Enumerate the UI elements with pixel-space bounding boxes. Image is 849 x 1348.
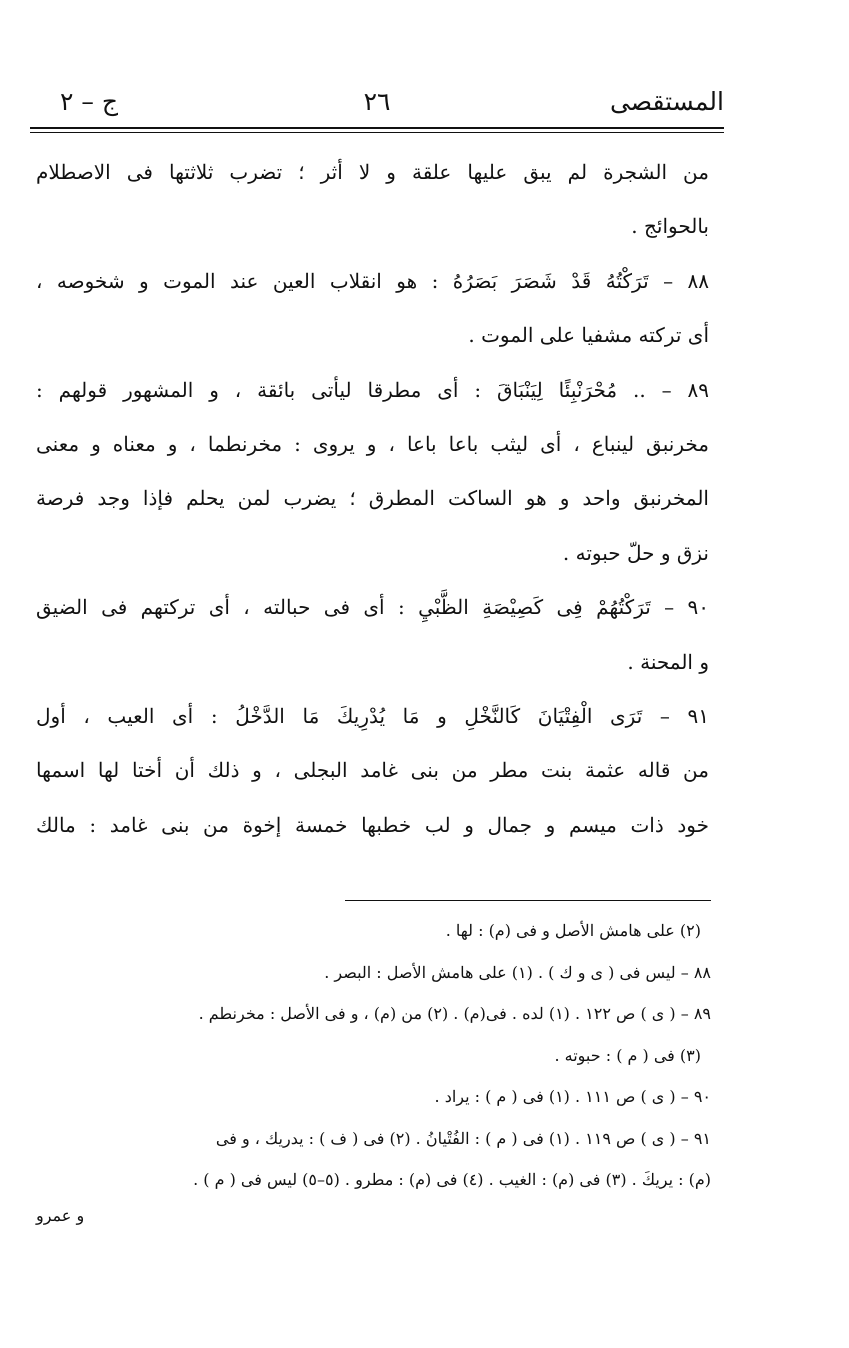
text-line: من الشجرة لم يبق عليها علقة و لا أثر ؛ تضرب ثلاثتها فى الاصطلام [36,160,709,184]
text-line: خود ذات ميسم و جمال و لب خطبها خمسة إخوة من بنى غامد : مالك [36,812,709,837]
text-line: بالحوائج . [631,214,709,239]
proverb-entry-88: ٨٨ – تَرَكْتُهُ قَدْ شَصَرَ بَصَرُهُ : هو انقلاب العين عند الموت و شخوصه ، [36,268,709,293]
text-line: من قاله عثمة بنت مطر من بنى غامد البجلى ، و ذلك أن أختا لها اسمها [36,758,709,783]
footnote-line: (٣) فى ( م ) : حبوته . [554,1045,701,1065]
volume-indicator: ج – ٢ [60,87,118,116]
header-rule-thin [30,132,724,133]
catchword: و عمرو [36,1205,85,1225]
text-line: المخرنبق واحد و هو الساكت المطرق ؛ يضرب لمن يحلم فإذا وجد فرصة [36,486,709,511]
main-text [36,145,709,852]
text-line: نزق و حلّ حبوته . [562,540,709,565]
page-number: ٢٦ [363,87,391,116]
text-line: أى تركته مشفيا على الموت . [468,323,709,348]
footnote-line: ٩٠ – ( ى ) ص ١١١ . (١) فى ( م ) : يراد . [434,1087,711,1106]
footnote-line: ٨٨ – ليس فى ( ى و ك ) . (١) على هامش الأصل : البصر . [324,962,711,982]
page-header [30,84,724,124]
book-title: المستقصى [609,87,724,116]
footnote-line: ٨٩ – ( ى ) ص ١٢٢ . (١) لده . فى(م) . (٢) من (م) ، و فى الأصل : مخرنطم . [198,1004,711,1023]
footnotes [36,910,711,1231]
text-line: مخرنبق لينباع ، أى ليثب باعا باعا ، و يروى : مخرنطما ، و معناه و معنى [36,432,709,457]
proverb-entry-91: ٩١ – تَرَى الْفِتْيَانَ كَالنَّخْلِ و مَا يُدْرِيكَ مَا الدَّخْلُ : أى العيب ، أول [36,704,709,729]
footnote-separator [345,900,711,901]
footnote-line: (م) : يريكَ . (٣) فى (م) : الغيب . (٤) فى (م) : مطرو . (٥–٥) ليس فى ( م ) . [193,1170,711,1189]
footnote-line: ٩١ – ( ى ) ص ١١٩ . (١) فى ( م ) : الفُتْيانُ . (٢) فى ( ف ) : يدريك ، و فى [215,1128,711,1148]
proverb-entry-89: ٨٩ – .. مُحْرَنْبِئًا لِيَنْبَاقَ : أى مطرقا ليأتى بائقة ، و المشهور قولهم : [36,377,709,402]
header-rule-thick [30,127,724,129]
footnote-line: (٢) على هامش الأصل و فى (م) : لها . [445,921,701,940]
text-line: و المحنة . [627,649,709,674]
proverb-entry-90: ٩٠ – تَرَكْتُهُمْ فِى كَصِيْصَةِ الظَّبْيِ : أى فى حبالته ، أى تركتهم فى الضيق [36,595,709,620]
